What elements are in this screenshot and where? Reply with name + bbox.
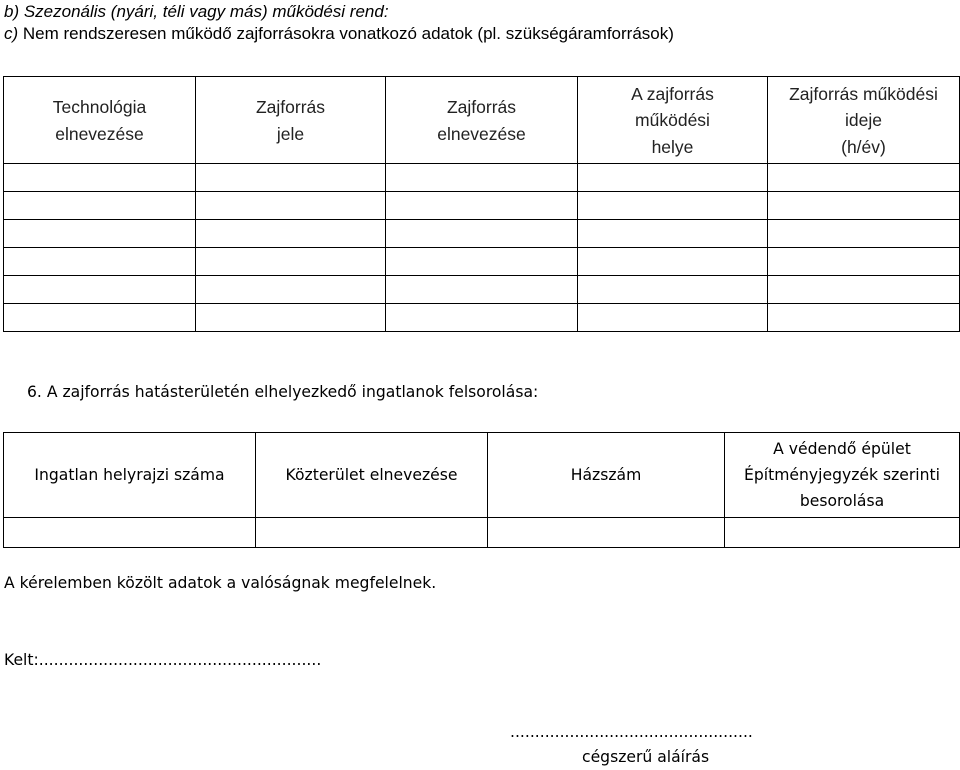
header-source-name — [386, 77, 578, 164]
table-cell[interactable] — [578, 192, 768, 220]
intro-b-text: Szezonális (nyári, téli vagy más) működési rend: — [19, 2, 389, 21]
table-cell[interactable] — [4, 304, 196, 332]
table-cell[interactable] — [768, 304, 960, 332]
table-cell[interactable] — [768, 192, 960, 220]
intro-c-marker: c) — [4, 24, 19, 43]
table-cell[interactable] — [4, 248, 196, 276]
intro-line-b — [4, 2, 389, 22]
header-source-code — [196, 77, 386, 164]
table-cell[interactable] — [578, 304, 768, 332]
header-operating-time-line: ideje — [845, 110, 882, 131]
table-row — [4, 192, 960, 220]
header-source-code-line: jele — [276, 123, 305, 144]
header-source-name-line: elnevezése — [437, 123, 526, 144]
header-source-code-line: Zajforrás — [255, 97, 326, 117]
table-cell[interactable] — [386, 164, 578, 192]
signature-label: cégszerű aláírás — [582, 748, 710, 766]
table-cell[interactable] — [196, 304, 386, 332]
noise-source-header-row — [4, 77, 960, 164]
signature-line[interactable]: ................................................. — [510, 723, 753, 741]
property-table — [3, 432, 960, 548]
table-cell[interactable] — [386, 248, 578, 276]
header-operating-location-line: A zajforrás — [631, 83, 714, 104]
table-cell[interactable] — [578, 248, 768, 276]
property-header-row — [4, 433, 960, 518]
noise-source-table — [3, 76, 960, 332]
table-cell[interactable] — [768, 220, 960, 248]
table-cell[interactable] — [196, 220, 386, 248]
table-cell[interactable] — [386, 192, 578, 220]
table-cell[interactable] — [4, 276, 196, 304]
header-operating-location — [578, 77, 768, 164]
header-operating-location-line: működési — [635, 110, 710, 131]
header-building-classification: A védendő épület Építményjegyzék szerinti besorolása — [725, 433, 960, 518]
table-cell[interactable] — [386, 276, 578, 304]
table-cell[interactable] — [4, 220, 196, 248]
table-cell[interactable] — [196, 276, 386, 304]
table-cell[interactable] — [768, 248, 960, 276]
header-technology-name-line: Technológia — [52, 97, 147, 117]
table-cell[interactable] — [768, 276, 960, 304]
header-street-name: Közterület elnevezése — [256, 433, 488, 518]
table-row — [4, 276, 960, 304]
table-cell[interactable] — [578, 276, 768, 304]
header-technology-name-line: elnevezése — [55, 123, 144, 144]
table-row — [4, 248, 960, 276]
header-operating-time-line: (h/év) — [841, 136, 886, 157]
table-row — [4, 304, 960, 332]
section-6-title: 6. A zajforrás hatásterületén elhelyezkedő ingatlanok felsorolása: — [27, 383, 539, 401]
table-cell[interactable] — [196, 248, 386, 276]
intro-b-marker: b) — [4, 2, 20, 21]
table-cell[interactable] — [196, 164, 386, 192]
header-source-name-line: Zajforrás — [446, 97, 517, 117]
date-field[interactable]: Kelt:......................................................... — [4, 651, 322, 669]
header-operating-time — [768, 77, 960, 164]
table-cell[interactable] — [768, 164, 960, 192]
table-cell[interactable] — [578, 164, 768, 192]
table-cell[interactable] — [725, 518, 960, 548]
table-cell[interactable] — [488, 518, 725, 548]
table-row — [4, 518, 960, 548]
table-cell[interactable] — [386, 220, 578, 248]
table-cell[interactable] — [4, 164, 196, 192]
table-cell[interactable] — [4, 518, 256, 548]
declaration-text: A kérelemben közölt adatok a valóságnak megfelelnek. — [4, 574, 437, 592]
header-technology-name — [4, 77, 196, 164]
table-cell[interactable] — [196, 192, 386, 220]
header-operating-time-line: Zajforrás működési — [789, 83, 938, 104]
table-cell[interactable] — [578, 220, 768, 248]
header-parcel-number: Ingatlan helyrajzi száma — [4, 433, 256, 518]
header-operating-location-line: helye — [651, 136, 694, 157]
table-cell[interactable] — [4, 192, 196, 220]
table-cell[interactable] — [256, 518, 488, 548]
header-house-number: Házszám — [488, 433, 725, 518]
table-cell[interactable] — [386, 304, 578, 332]
intro-c-text: Nem rendszeresen működő zajforrásokra vonatkozó adatok (pl. szükségáramforrások) — [18, 24, 674, 43]
intro-line-c — [4, 24, 674, 44]
table-row — [4, 164, 960, 192]
table-row — [4, 220, 960, 248]
